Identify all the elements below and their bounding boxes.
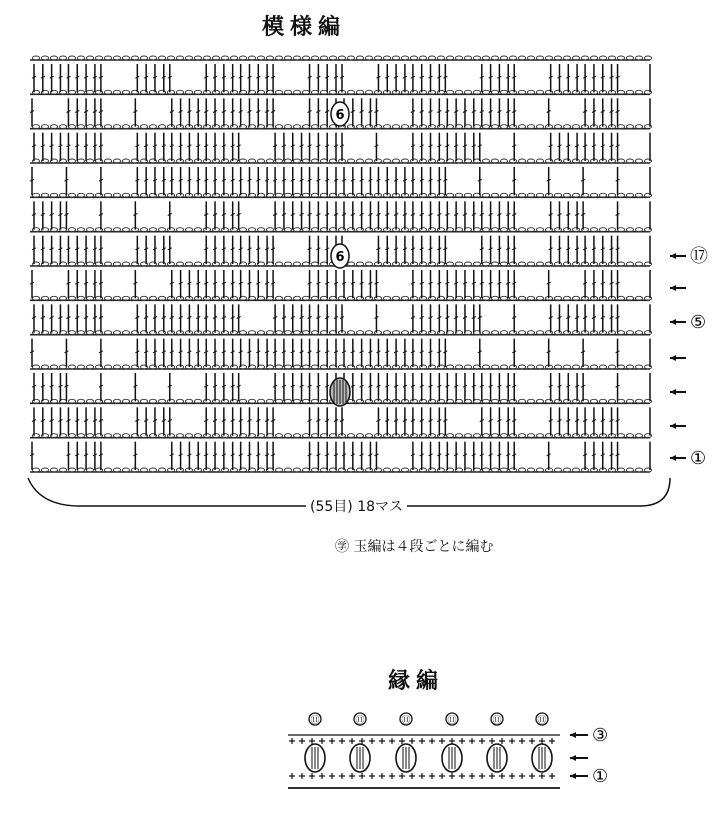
main-pattern-grid — [30, 56, 652, 472]
arrow-head — [670, 423, 676, 429]
picot-label: ⑪ — [310, 716, 320, 726]
arrow-head — [570, 755, 576, 761]
width-label: (55目) 18マス — [306, 496, 407, 516]
edging-row-arrows — [570, 725, 608, 787]
edging-grid — [288, 713, 560, 788]
arrow-head — [670, 389, 676, 395]
picot-label: ⑪ — [492, 716, 502, 726]
arrow-head — [670, 285, 676, 291]
bobble-note: ㊫ 玉編は４段ごとに編む — [335, 539, 494, 555]
arrow-head — [670, 455, 676, 461]
marker-label: 6 — [335, 108, 345, 123]
arrow-head — [670, 319, 676, 325]
marker-label: 6 — [335, 250, 345, 265]
row-arrows — [670, 246, 708, 469]
row-number-label: ⑰ — [690, 246, 708, 267]
arrow-head — [570, 773, 576, 779]
row-number-label: ① — [690, 448, 707, 469]
row-number-label: ⑤ — [690, 312, 707, 333]
arrow-head — [570, 732, 576, 738]
picot-label: ⑪ — [537, 716, 547, 726]
edge-row-number: ① — [592, 766, 609, 787]
arrow-head — [670, 355, 676, 361]
edging-title: 縁編 — [388, 668, 445, 694]
picot-label: ⑪ — [355, 716, 365, 726]
pattern-title: 模様編 — [262, 14, 347, 40]
arrow-head — [670, 253, 676, 259]
picot-label: ⑪ — [447, 716, 457, 726]
edge-row-number: ③ — [592, 725, 609, 746]
picot-label: ⑪ — [401, 716, 411, 726]
